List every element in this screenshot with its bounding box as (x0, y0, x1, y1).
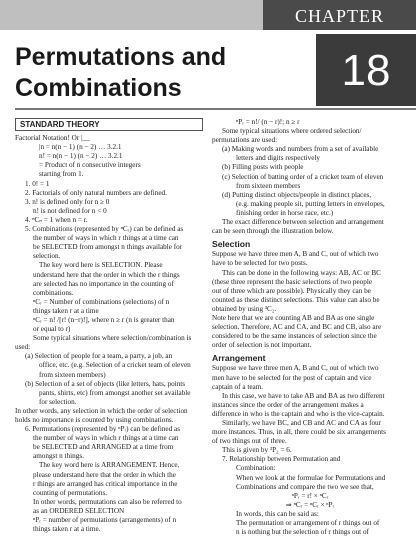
text-line: n! is not defined for n < 0 (33, 206, 107, 215)
section-title-standard-theory: STANDARD THEORY (15, 118, 203, 131)
text-line: r things are arranged has critical importance in the (33, 479, 178, 488)
text-line: the number of ways in which r things at a time can (33, 234, 179, 243)
text-line: office, etc. (e.g. Selection of a cricket team of eleven (39, 361, 191, 370)
text-line: Combination: (236, 464, 276, 473)
text-line: 4. ⁿCₙ = 1 when n = r. (25, 215, 88, 224)
chapter-title-line-2: Combinations (15, 74, 182, 102)
text-line: Note here that we are counting AB and BA as one single (212, 313, 375, 322)
text-line: This is given by ³P₂ = 6. (222, 446, 292, 455)
text-line: difference in who is the captain and who is the vice-captain. (212, 409, 385, 418)
text-line: pants, shirts, etc) from amongst another set available (39, 388, 191, 397)
chapter-label: CHAPTER (263, 0, 416, 30)
text-line: In words, this can be said as: (236, 509, 319, 518)
text-line: 1. 0! = 1 (25, 179, 50, 188)
text-line: Some typical situations where ordered selection/ (222, 127, 362, 136)
text-line: When we look at the formulae for Permutations and (236, 473, 386, 482)
text-line: instances since the order of the arrangement makes a (212, 400, 364, 409)
selection-text (212, 250, 408, 350)
text-line: The permutation or arrangement of r things out of (236, 519, 380, 528)
text-line: 3. n! is defined only for n ≥ 0 (25, 197, 110, 206)
text-line: out of three which are possible). Physically they can be (212, 286, 371, 295)
text-line: letters and digits respectively (236, 154, 321, 163)
text-line: 7. Relationship between Permutation and (222, 455, 341, 464)
text-line: 6. Permutations (represented by ⁿPᵣ) can be defined as (25, 425, 181, 434)
text-line: combinations. (33, 288, 74, 297)
text-line: |n = n(n − 1) (n − 2) … 3.2.1 (39, 143, 122, 152)
text-line: (a) Selection of people for a team, a party, a job, an (25, 352, 173, 361)
chapter-title-line-1: Permutations and (15, 43, 227, 71)
text-line: amongst n things. (33, 452, 84, 461)
text-line: counting of permutations. (33, 488, 108, 497)
text-line: ⇒ ⁿCᵣ = ⁿCᵣ × ⁿPᵣ (285, 500, 335, 509)
text-line: ⁿCᵣ = n! /[r! (n−r)!], where n ≥ r (n is greater than (33, 315, 175, 324)
text-line: (c) Selection of batting order of a cricket team of eleven (222, 172, 384, 181)
right-column-text (212, 118, 408, 236)
text-line: be SELECTED from amongst n things available for (33, 243, 183, 252)
text-line: This can be done in the following ways: AB, AC or BC (222, 268, 381, 277)
arrangement-text (212, 364, 408, 537)
text-line: ⁿPᵣ = r! × ⁿCᵣ (291, 491, 329, 500)
text-line: more instances. Thus, in all, there could be six arrangements (212, 428, 386, 437)
text-line: order of selection is not important. (212, 341, 312, 350)
text-line: In other words, any selection in which the order of selection (15, 406, 188, 415)
text-line: for selection. (39, 397, 77, 406)
text-line: In other words, permutations can also be referred to (33, 497, 182, 506)
chapter-title (15, 42, 226, 104)
text-line: considered to be the same instances of selection since the (212, 332, 377, 341)
text-line: captain of a team. (212, 382, 264, 391)
text-line: things taken r at a time (33, 306, 99, 315)
text-line: (these three represent the basic selections of two people (212, 277, 373, 286)
text-line: holds no importance is counted by using combinations. (15, 416, 174, 424)
text-line: Suppose we have three men A, B and C, out of which two (212, 250, 379, 259)
text-line: 5. Combinations (represented by ⁿCᵣ) can be defined as (25, 225, 184, 234)
text-line: ⁿCᵣ = Number of combinations (selections) of n (33, 297, 170, 306)
text-line: finishing order in horse race, etc.) (236, 208, 334, 217)
text-line: obtained by using ³C₂. (212, 304, 277, 313)
text-line: n! = n(n − 1) (n − 2) … 3.2.1 (39, 152, 123, 161)
text-line: selection. (33, 252, 61, 261)
text-line: n is nothing but the selection of r things out of (236, 528, 369, 537)
text-line: = Product of n consecutive integers (39, 161, 141, 170)
right-column (212, 118, 408, 537)
text-line: have to be selected for two posts. (212, 259, 308, 268)
text-line: Suppose we have three men A, B and C, out of which two (212, 364, 379, 373)
text-line: Some typical situations where selection/combination is (33, 334, 192, 343)
text-line: (d) Putting distinct objects/people in distinct places, (222, 190, 372, 199)
text-line: can be seen through the illustration below. (212, 227, 334, 236)
text-line: permutations are used: (212, 136, 278, 145)
left-column (15, 118, 203, 534)
text-line: Factorial Notation! Or |__ (15, 134, 90, 143)
text-line: starting from 1. (39, 170, 84, 179)
text-line: selection. Therefore, AC and CA, and BC and CB, also are (212, 323, 382, 332)
text-line: be SELECTED and ARRANGED at a time from (33, 443, 174, 452)
text-line: (a) Making words and numbers from a set of available (222, 145, 379, 154)
left-column-text (15, 134, 203, 534)
text-line: In this case, we have to take AB and BA as two different (222, 391, 385, 400)
text-line: men have to be selected for the post of captain and vice (212, 373, 372, 382)
text-line: counted as these distinct selections. This value can also be (212, 295, 380, 304)
text-line: Combinations and compare the two we see that, (236, 482, 374, 491)
text-line: The key word here is ARRANGEMENT. Hence, (39, 461, 180, 470)
text-line: (b) Selection of a set of objects (like letters, hats, points (25, 379, 186, 388)
arrangement-heading: Arrangement (212, 353, 266, 364)
text-line: ⁿPᵣ = number of permutations (arrangements) of n (33, 516, 177, 525)
text-line: (b) Filling posts with people (222, 163, 304, 172)
text-line: things taken r at a time. (33, 525, 101, 534)
text-line: as an ORDERED SELECTION (33, 506, 125, 515)
text-line: understand here that the order in which the r things (33, 270, 180, 279)
text-line: or equal to r) (33, 325, 71, 334)
text-line: (e.g. making people sit, putting letters in envelopes, (236, 199, 385, 208)
text-line: from sixteen members) (39, 370, 106, 379)
text-line: The key word here is SELECTION. Please (39, 261, 163, 270)
text-line: are selected has no importance in the counting of (33, 279, 174, 288)
text-line: used: (15, 343, 31, 352)
text-line: please understand here that the order in which the (33, 470, 176, 479)
selection-heading: Selection (212, 239, 251, 250)
chapter-number: 18 (316, 34, 416, 106)
text-line: of two things out of three. (212, 437, 287, 446)
text-line: the number of ways in which r things at a time can (33, 434, 179, 443)
text-line: Similarly, we have BC, and CB and AC and CA as four (222, 419, 382, 427)
title-rule (15, 108, 416, 110)
text-line: 2. Factorials of only natural numbers are defined. (25, 188, 167, 197)
text-line: from sixteen members (236, 181, 301, 190)
text-line: ⁿPᵣ = n!/ (n − r)!; n ≥ r (236, 118, 300, 126)
text-line: The exact difference between selection and arrangement (222, 218, 384, 227)
